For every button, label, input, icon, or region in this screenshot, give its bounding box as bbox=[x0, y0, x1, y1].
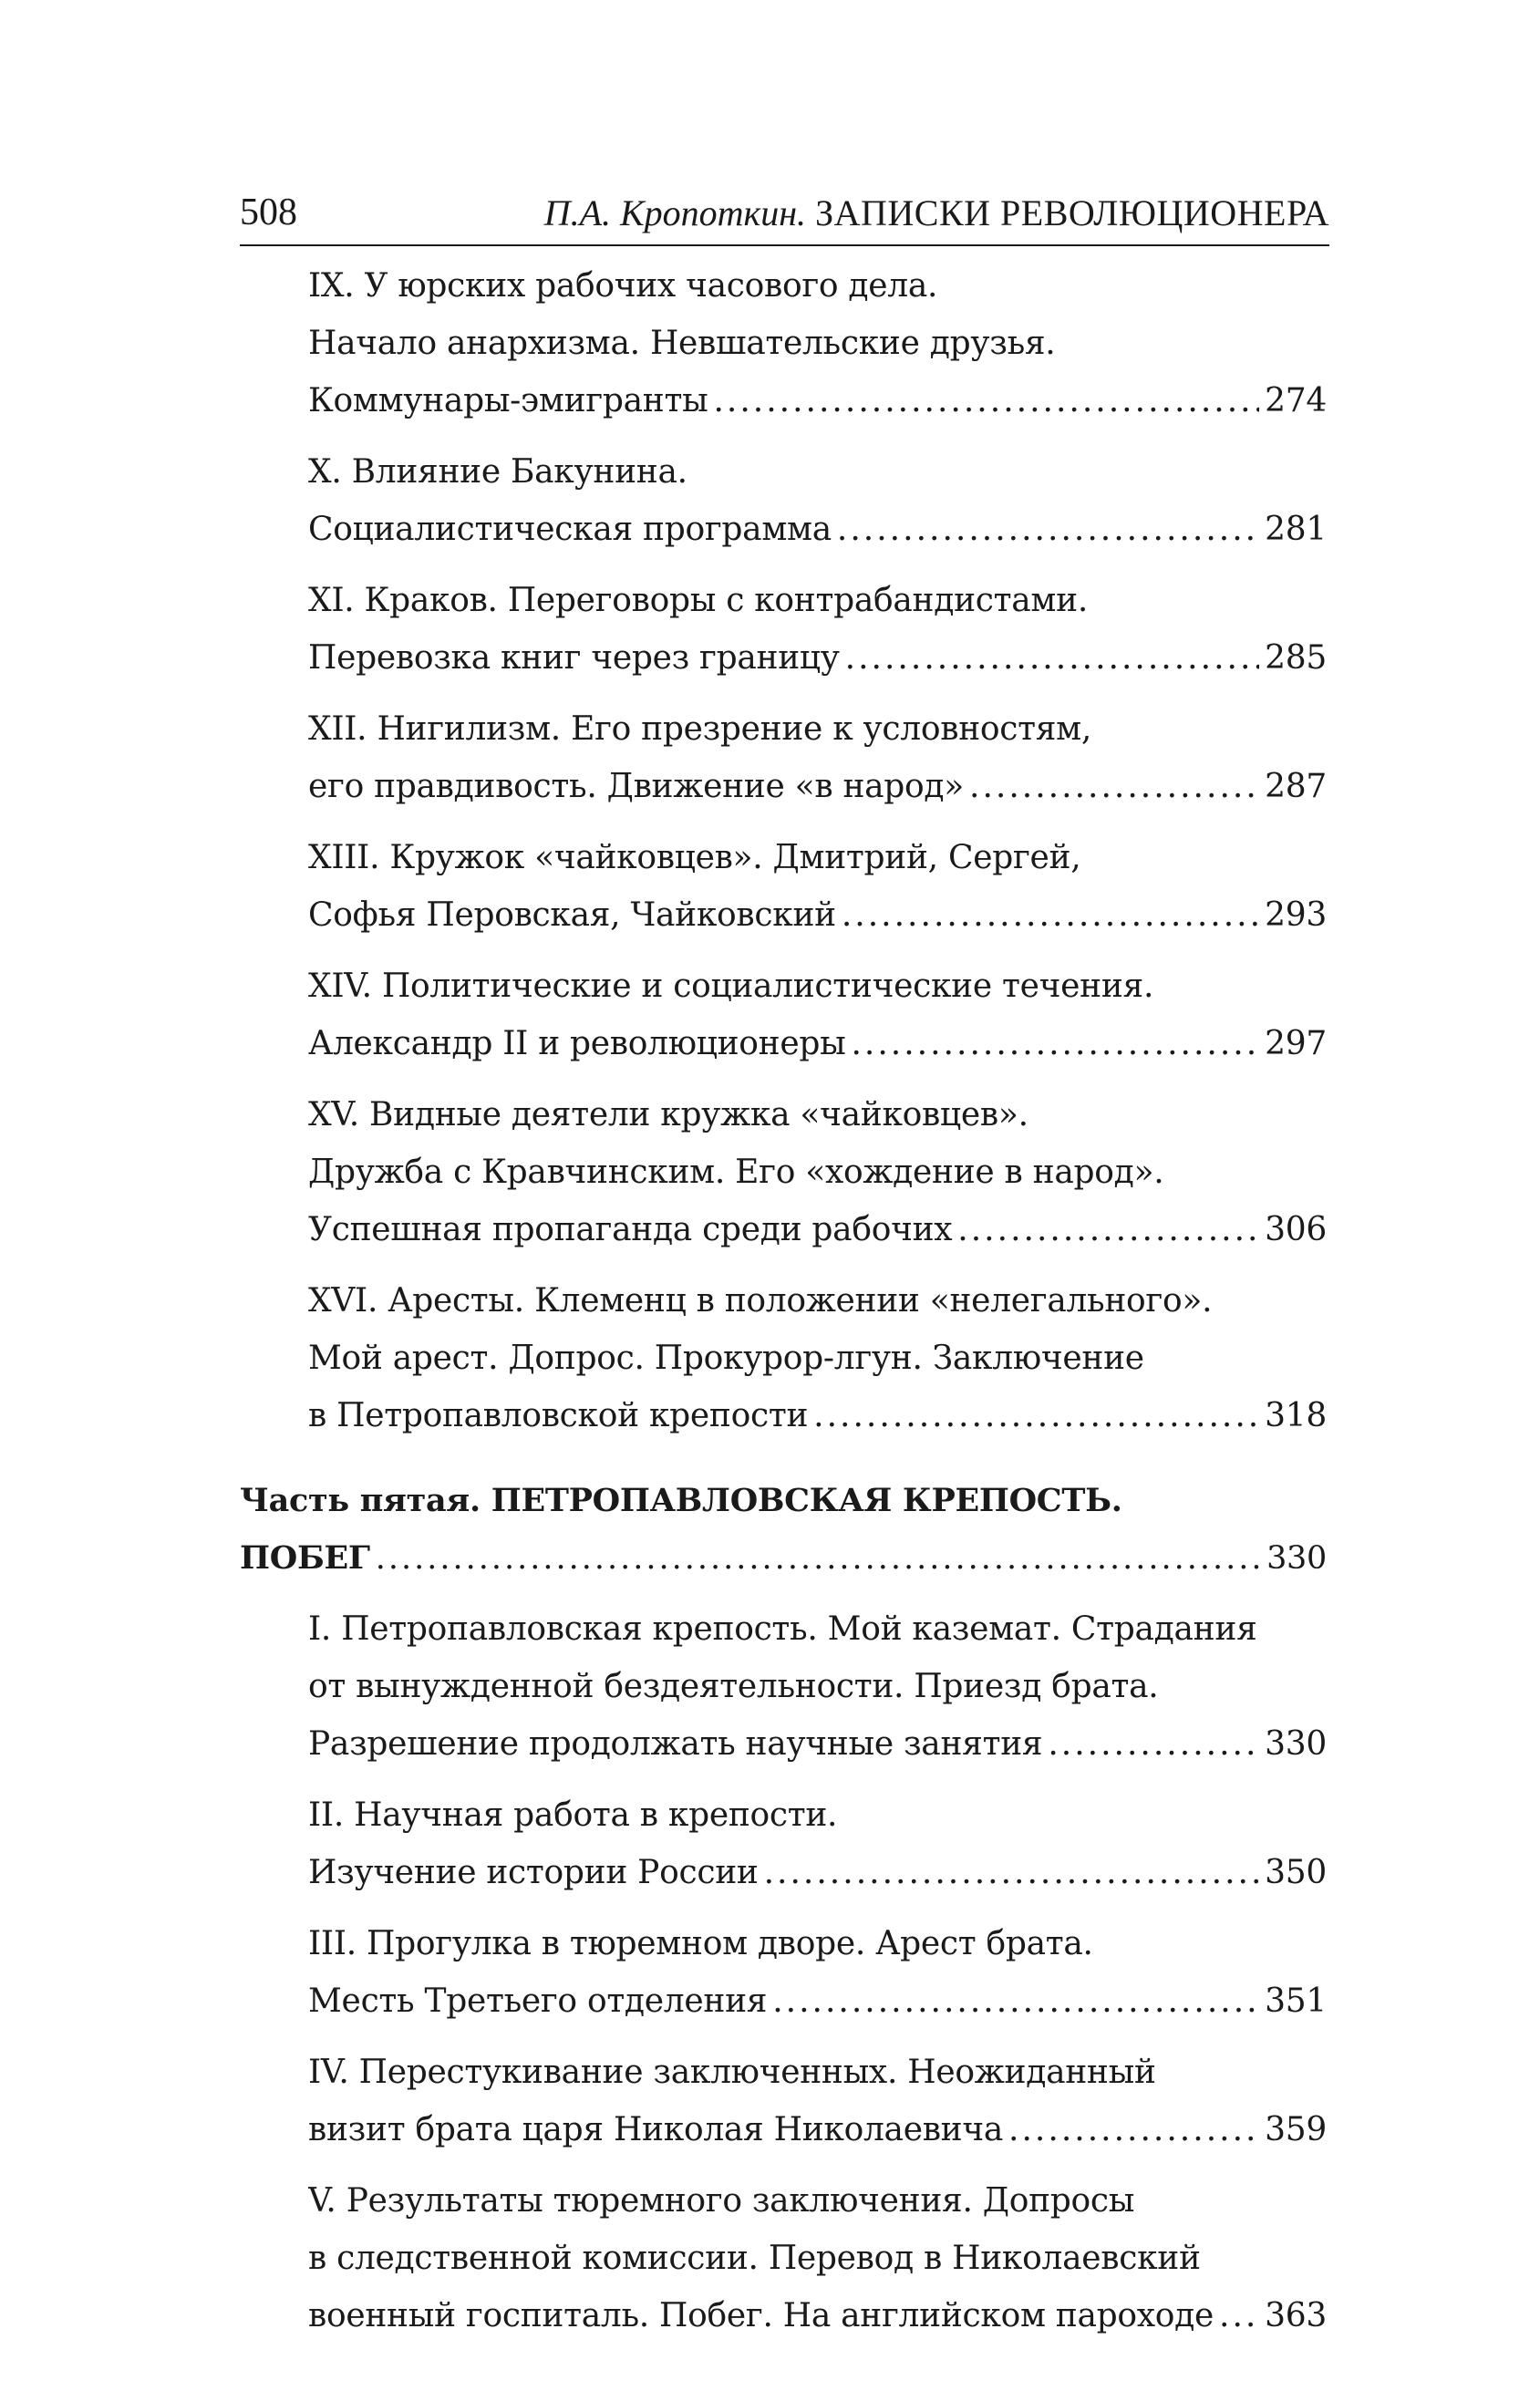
toc-entry-line: в Петропавловской крепости bbox=[308, 1397, 809, 1434]
toc-entry-last-line bbox=[308, 2101, 1327, 2158]
toc-page-number: 359 bbox=[1265, 2111, 1327, 2148]
toc-entry-line: IV. Перестукивание заключенных. Неожиданный bbox=[308, 2054, 1156, 2091]
running-title-book: ЗАПИСКИ РЕВОЛЮЦИОНЕРА bbox=[815, 192, 1329, 233]
toc-entry-line: в следственной комиссии. Перевод в Николаевский bbox=[308, 2240, 1201, 2277]
dot-leader bbox=[1008, 2101, 1259, 2158]
toc-entry-line: Начало анархизма. Невшательские друзья. bbox=[308, 325, 1056, 362]
toc-entry-line: XII. Нигилизм. Его презрение к условностям, bbox=[308, 710, 1092, 748]
toc-entry bbox=[240, 257, 1327, 430]
toc-entry-line: XV. Видные деятели кружка «чайковцев». bbox=[308, 1096, 1028, 1133]
toc-entry bbox=[240, 1086, 1327, 1258]
toc-entry-line: XIII. Кружок «чайковцев». Дмитрий, Сергей, bbox=[308, 839, 1081, 876]
toc-entry-line: XI. Краков. Переговоры с контрабандистами. bbox=[308, 582, 1088, 619]
toc-entry-line: IX. У юрских рабочих часового дела. bbox=[308, 267, 938, 305]
dot-leader bbox=[764, 1844, 1260, 1901]
dot-leader bbox=[969, 758, 1259, 815]
toc-entry bbox=[240, 2172, 1327, 2344]
toc-entry-line: военный госпиталь. Побег. На английском пароходе bbox=[308, 2297, 1214, 2334]
dot-leader bbox=[772, 1972, 1259, 2030]
toc-entry-last-line bbox=[308, 2287, 1327, 2344]
toc-entry-line: Перевозка книг через границу bbox=[308, 639, 840, 677]
toc-page-number: 287 bbox=[1265, 768, 1327, 805]
dot-leader bbox=[957, 1201, 1259, 1258]
dot-leader bbox=[813, 1387, 1259, 1444]
toc-entry-last-line bbox=[308, 758, 1327, 815]
toc-page-number: 330 bbox=[1265, 1725, 1327, 1763]
toc-entry-line: Часть пятая. ПЕТРОПАВЛОВСКАЯ КРЕПОСТЬ. bbox=[240, 1482, 1122, 1519]
toc-entry-line: Изучение истории России bbox=[308, 1854, 759, 1891]
toc-entry bbox=[240, 700, 1327, 815]
running-title-author: П.А. Кропоткин. bbox=[543, 192, 807, 233]
toc-entry-last-line bbox=[308, 1972, 1327, 2030]
toc-entry-line: XVI. Аресты. Клеменц в положении «нелегального». bbox=[308, 1282, 1213, 1320]
page-number: 508 bbox=[240, 191, 297, 233]
toc-entry bbox=[240, 1600, 1327, 1773]
toc-entry-last-line bbox=[308, 1715, 1327, 1773]
toc-entry-line: Дружба с Кравчинским. Его «хождение в народ». bbox=[308, 1154, 1164, 1191]
toc-entry-last-line bbox=[308, 1201, 1327, 1258]
toc-entry-last-line bbox=[308, 1015, 1327, 1072]
toc-entry-last-line bbox=[308, 1387, 1327, 1444]
dot-leader bbox=[851, 1015, 1259, 1072]
toc-page-number: 363 bbox=[1265, 2297, 1327, 2334]
toc-entry-last-line bbox=[240, 1529, 1327, 1587]
toc-entry-line: от вынужденной бездеятельности. Приезд брата. bbox=[308, 1668, 1159, 1705]
header-rule bbox=[240, 244, 1329, 246]
toc-page-number: 306 bbox=[1265, 1211, 1327, 1248]
toc-entry-last-line bbox=[308, 1844, 1327, 1901]
toc-entry-last-line bbox=[308, 372, 1327, 430]
dot-leader bbox=[1219, 2287, 1259, 2344]
toc-entry-line: его правдивость. Движение «в народ» bbox=[308, 768, 965, 805]
toc-page-number: 281 bbox=[1265, 511, 1327, 548]
dot-leader bbox=[1048, 1715, 1259, 1773]
toc-entry-line: II. Научная работа в крепости. bbox=[308, 1796, 838, 1834]
toc-entry bbox=[240, 957, 1327, 1072]
toc-page-number: 293 bbox=[1265, 896, 1327, 934]
toc-page-number: 318 bbox=[1265, 1397, 1327, 1434]
toc-entry-line: V. Результаты тюремного заключения. Допросы bbox=[308, 2182, 1135, 2220]
toc-page-number: 274 bbox=[1265, 382, 1327, 419]
toc-entry bbox=[240, 1915, 1327, 2030]
toc-entry bbox=[240, 443, 1327, 558]
running-title bbox=[543, 192, 1329, 233]
toc-entry bbox=[240, 1272, 1327, 1444]
toc-page-number: 330 bbox=[1266, 1540, 1327, 1577]
toc-entry bbox=[240, 829, 1327, 944]
toc-entry-line: Коммунары-эмигранты bbox=[308, 382, 708, 419]
dot-leader bbox=[837, 501, 1259, 558]
dot-leader bbox=[845, 629, 1260, 687]
toc-entry-line: ПОБЕГ bbox=[240, 1539, 370, 1577]
dot-leader bbox=[842, 886, 1259, 944]
toc-entry-last-line bbox=[308, 501, 1327, 558]
toc-entry-line: визит брата царя Николая Николаевича bbox=[308, 2111, 1004, 2148]
toc-page-number: 285 bbox=[1265, 639, 1327, 677]
toc-entry-line: Софья Перовская, Чайковский bbox=[308, 896, 836, 934]
toc-entry-line: Месть Третьего отделения bbox=[308, 1982, 768, 2020]
toc-page-number: 297 bbox=[1265, 1025, 1327, 1062]
toc-entry-line: III. Прогулка в тюремном дворе. Арест брата. bbox=[308, 1925, 1093, 1962]
toc-entry-last-line bbox=[308, 886, 1327, 944]
table-of-contents bbox=[240, 257, 1327, 2358]
toc-entry-last-line bbox=[308, 629, 1327, 687]
toc-entry bbox=[240, 1786, 1327, 1901]
toc-entry-line: Мой арест. Допрос. Прокурор-лгун. Заключение bbox=[308, 1340, 1144, 1377]
dot-leader bbox=[376, 1530, 1261, 1587]
toc-entry-line: I. Петропавловская крепость. Мой каземат. Страдания bbox=[308, 1610, 1257, 1648]
running-header bbox=[240, 175, 1329, 232]
toc-entry-line: Разрешение продолжать научные занятия bbox=[308, 1725, 1043, 1763]
toc-part-heading bbox=[240, 1472, 1327, 1587]
toc-entry-line: Успешная пропаганда среди рабочих bbox=[308, 1211, 953, 1248]
toc-entry bbox=[240, 2044, 1327, 2158]
toc-entry-line: Александр II и революционеры bbox=[308, 1025, 846, 1062]
toc-page-number: 350 bbox=[1265, 1854, 1327, 1891]
toc-entry-line: X. Влияние Бакунина. bbox=[308, 453, 687, 491]
dot-leader bbox=[713, 372, 1259, 430]
toc-page-number: 351 bbox=[1265, 1982, 1327, 2020]
toc-entry-line: XIV. Политические и социалистические течения. bbox=[308, 968, 1154, 1005]
toc-entry-line: Социалистическая программа bbox=[308, 511, 832, 548]
toc-entry bbox=[240, 572, 1327, 687]
